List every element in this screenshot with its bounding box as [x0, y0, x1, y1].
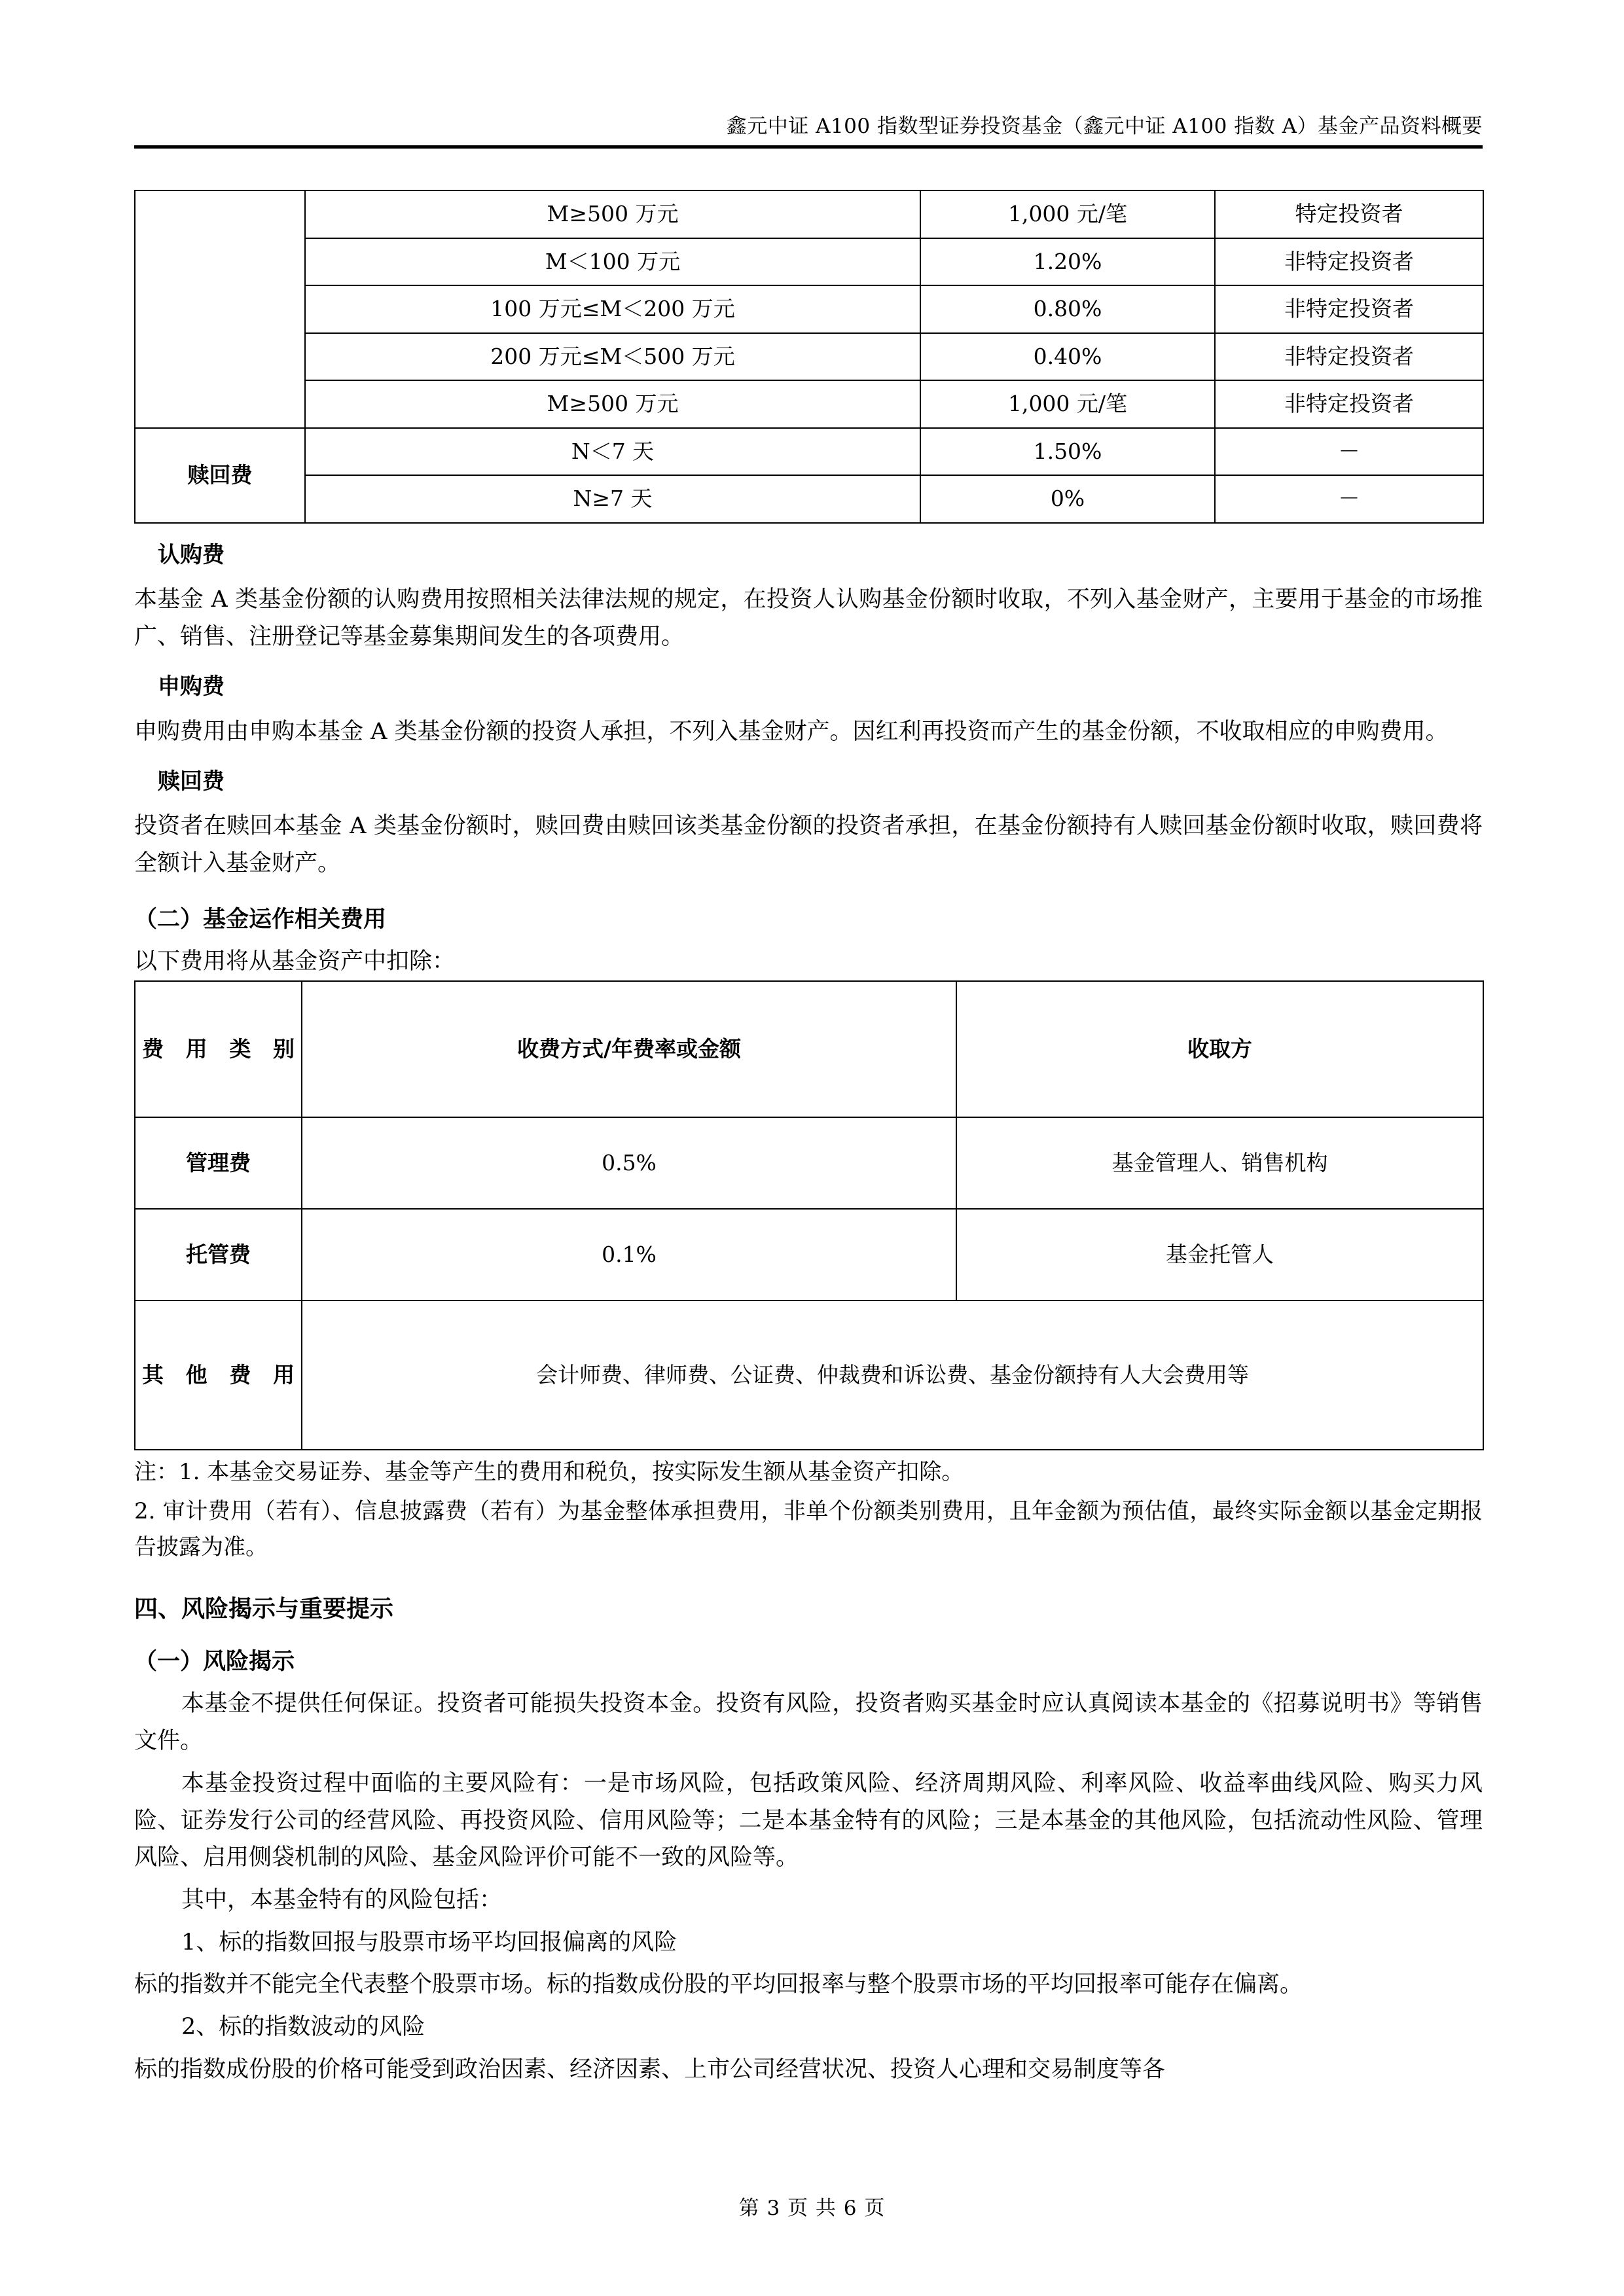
fee-category: 托管费	[135, 1209, 302, 1300]
fee-rate: 1.50%	[920, 428, 1215, 476]
risk-paragraph-1: 本基金不提供任何保证。投资者可能损失投资本金。投资有风险，投资者购买基金时应认真阅读本基金的《招募说明书》等销售文件。	[134, 1691, 1483, 1755]
redemption-fee-heading: 赎回费	[158, 768, 225, 795]
risk-paragraph-3: 其中，本基金特有的风险包括：	[181, 1886, 503, 1913]
risk-item-2-title: 2、标的指数波动的风险	[181, 2013, 425, 2040]
risk-item-1-title: 1、标的指数回报与股票市场平均回报偏离的风险	[181, 1929, 677, 1956]
table-row	[135, 1209, 1483, 1300]
risk-section-heading: 四、风险揭示与重要提示	[134, 1595, 394, 1623]
other-fee-label: 其 他 费 用	[135, 1300, 302, 1450]
column-header-category: 费 用 类 别	[135, 981, 302, 1117]
subscription-fee-heading: 认购费	[158, 541, 225, 568]
risk-item-1-text: 标的指数并不能完全代表整个股票市场。标的指数成份股的平均回报率与整个股票市场的平均回报率可能存在偏离。	[134, 1971, 1303, 1998]
fee-tier: M≥500 万元	[305, 190, 920, 238]
fee-investor: －	[1215, 475, 1483, 523]
table-row	[135, 333, 1483, 381]
fee-rate: 0.80%	[920, 285, 1215, 333]
table-row	[135, 285, 1483, 333]
fee-investor: 非特定投资者	[1215, 380, 1483, 428]
fee-category: 管理费	[135, 1117, 302, 1209]
column-header-payee: 收取方	[956, 981, 1483, 1117]
fee-investor: 非特定投资者	[1215, 285, 1483, 333]
fee-rate: 1,000 元/笔	[920, 380, 1215, 428]
risk-disclosure-heading: （一）风险揭示	[134, 1647, 295, 1675]
fee-payee: 基金托管人	[956, 1209, 1483, 1300]
purchase-fee-heading: 申购费	[158, 673, 225, 700]
fee-method: 0.1%	[302, 1209, 956, 1300]
column-header-method: 收费方式/年费率或金额	[302, 981, 956, 1117]
purchase-fee-text: 申购费用由申购本基金 A 类基金份额的投资人承担，不列入基金财产。因红利再投资而产生的基金份额，不收取相应的申购费用。	[134, 718, 1449, 745]
fee-rate: 0.40%	[920, 333, 1215, 381]
table-row	[135, 238, 1483, 286]
operation-note-1: 注：1. 本基金交易证券、基金等产生的费用和税负，按实际发生额从基金资产扣除。	[134, 1459, 964, 1486]
fee-category-continued-cell	[135, 190, 305, 428]
fee-tier: 200 万元≤M＜500 万元	[305, 333, 920, 381]
fee-investor: 非特定投资者	[1215, 238, 1483, 286]
fee-method: 0.5%	[302, 1117, 956, 1209]
table-row	[135, 428, 1483, 476]
fee-investor: －	[1215, 428, 1483, 476]
operation-fee-intro: 以下费用将从基金资产中扣除：	[134, 948, 456, 975]
table-row	[135, 1300, 1483, 1450]
header-rule	[134, 145, 1483, 149]
table-row	[135, 475, 1483, 523]
fee-tier: N＜7 天	[305, 428, 920, 476]
table-header-row	[135, 981, 1483, 1117]
redemption-fee-label: 赎回费	[135, 428, 305, 523]
fee-rate: 1.20%	[920, 238, 1215, 286]
operation-fee-heading: （二）基金运作相关费用	[134, 905, 387, 933]
redemption-fee-text: 投资者在赎回本基金 A 类基金份额时，赎回费由赎回该类基金份额的投资者承担，在基金份额持有人赎回基金份额时收取，赎回费将全额计入基金财产。	[134, 813, 1483, 877]
page-content	[134, 190, 1483, 2093]
page-number-footer: 第 3 页 共 6 页	[738, 2197, 886, 2220]
risk-item-2-text: 标的指数成份股的价格可能受到政治因素、经济因素、上市公司经营状况、投资人心理和交易制度等各	[134, 2056, 1166, 2083]
other-fee-text: 会计师费、律师费、公证费、仲裁费和诉讼费、基金份额持有人大会费用等	[302, 1300, 1483, 1450]
fee-rate-table	[134, 190, 1484, 524]
fee-payee: 基金管理人、销售机构	[956, 1117, 1483, 1209]
fee-rate: 1,000 元/笔	[920, 190, 1215, 238]
fee-investor: 特定投资者	[1215, 190, 1483, 238]
table-row	[135, 1117, 1483, 1209]
fee-tier: 100 万元≤M＜200 万元	[305, 285, 920, 333]
fee-tier: M≥500 万元	[305, 380, 920, 428]
running-header: 鑫元中证 A100 指数型证券投资基金（鑫元中证 A100 指数 A）基金产品资料概要	[726, 115, 1483, 138]
fee-investor: 非特定投资者	[1215, 333, 1483, 381]
fee-tier: M＜100 万元	[305, 238, 920, 286]
table-row	[135, 190, 1483, 238]
operation-note-2: 2. 审计费用（若有）、信息披露费（若有）为基金整体承担费用，非单个份额类别费用，且年金额为预估值，最终实际金额以基金定期报告披露为准。	[134, 1498, 1483, 1560]
subscription-fee-text: 本基金 A 类基金份额的认购费用按照相关法律法规的规定，在投资人认购基金份额时收取，不列入基金财产，主要用于基金的市场推广、销售、注册登记等基金募集期间发生的各项费用。	[134, 586, 1483, 650]
table-row	[135, 380, 1483, 428]
risk-paragraph-2: 本基金投资过程中面临的主要风险有：一是市场风险，包括政策风险、经济周期风险、利率风险、收益率曲线风险、购买力风险、证券发行公司的经营风险、再投资风险、信用风险等；二是本基金特有的风险；三是本基金的其他风险，包括流动性风险、管理风险、启用侧袋机制的风险、基金风险评价可能不一致的风险等。	[134, 1770, 1483, 1871]
fee-tier: N≥7 天	[305, 475, 920, 523]
fee-rate: 0%	[920, 475, 1215, 523]
operation-fee-table	[134, 980, 1484, 1450]
